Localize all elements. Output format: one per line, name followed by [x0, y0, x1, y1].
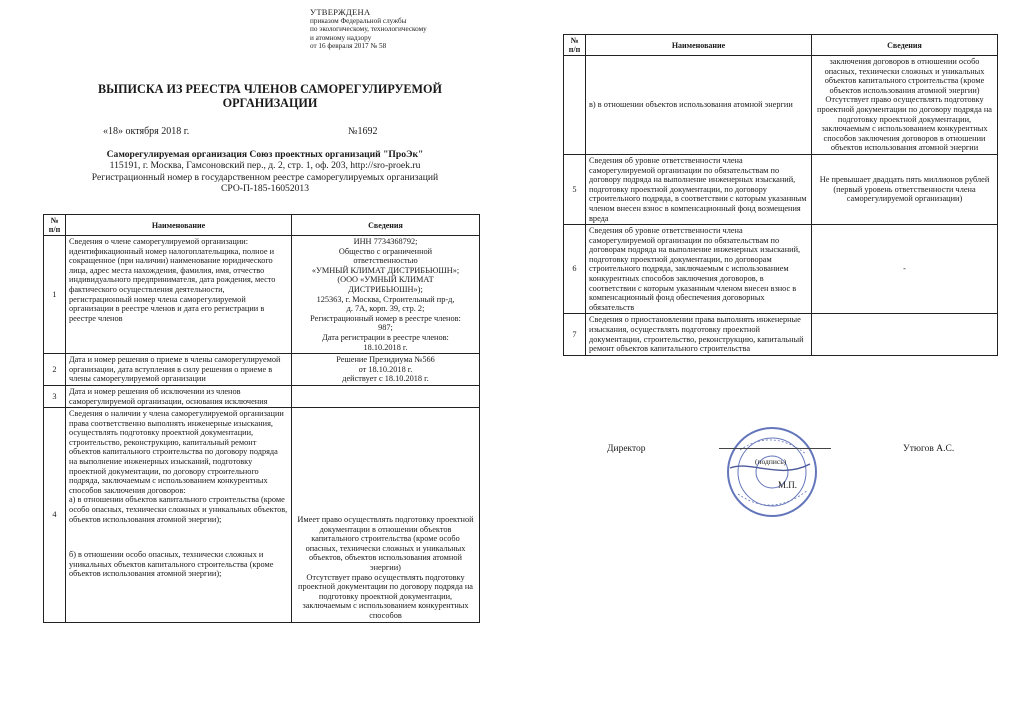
signature-caption: (подпись) — [755, 457, 787, 466]
seal-caption: М.П. — [778, 480, 798, 490]
row-num: 2 — [44, 354, 66, 386]
row-info-b: Отсутствует право осуществлять подготовку проектной документации по договору подряда на подготовку проектной документации, заключаемым с использованием конкурентных способов — [298, 572, 473, 621]
row-info — [292, 385, 480, 407]
row-info — [812, 314, 998, 355]
organization-name: Саморегулируемая организация Союз проектных организаций "ПроЭк" — [106, 149, 424, 160]
row-num: 6 — [564, 225, 586, 314]
table-header-row — [44, 215, 480, 236]
header-name: Наименование — [586, 35, 812, 56]
row-name: Дата и номер решения о приеме в члены саморегулируемой организации, дата вступления в силу решения о приеме в члены саморегулируемой организации — [66, 354, 292, 386]
row-num: 1 — [44, 236, 66, 354]
row-info: заключения договоров в отношении особо опасных, технически сложных и уникальных объектов капитального строительства (кроме объектов использования атомной энергии) Отсутствует право осуществлять подготовку проектной документации по договору подряда на подготовку проектной документации, заключаемым с использованием конкурентных способов заключения договоров в отношении объектов использования атомной энергии — [812, 56, 998, 155]
approval-heading: УТВЕРЖДЕНА — [310, 7, 371, 17]
row-name: Сведения об уровне ответственности члена саморегулируемой организации по обязательствам по договорам подряда на выполнение инженерных изысканий, подготовку проектной документации, по договорам строительного подряда, заключаемым с использованием конкурентных способов заключения договоров, в соответствии с которым указанным членом внесен взнос в компенсационный фонд обеспечения договорных обязательств — [586, 225, 812, 314]
approval-stamp-text — [310, 8, 490, 51]
row-num — [564, 56, 586, 155]
organization-info — [40, 149, 490, 195]
registry-table-continued — [563, 34, 998, 356]
approval-line: и атомному надзору — [310, 33, 372, 42]
row-info: ИНН 7734368792; Общество с ограниченной ответственностью «УМНЫЙ КЛИМАТ ДИСТРИБЬЮШН»; (ООО «УМНЫЙ КЛИМАТ ДИСТРИБЬЮШН»); 125363, г. Москва, Строительный пр-д, д. 7А, корп. 39, стр. 2; Регистрационный номер в реестре членов: 987; Дата регистрации в реестре членов: 18.10.2018 г. — [292, 236, 480, 354]
approval-line: приказом Федеральной службы — [310, 16, 407, 25]
table-row — [564, 56, 998, 155]
document-title: ВЫПИСКА ИЗ РЕЕСТРА ЧЛЕНОВ САМОРЕГУЛИРУЕМОЙ ОРГАНИЗАЦИИ — [97, 82, 443, 110]
header-info: Сведения — [292, 215, 480, 236]
registry-table — [43, 214, 480, 623]
organization-reg-label: Регистрационный номер в государственном реестре саморегулируемых организаций — [91, 171, 439, 183]
row-name: Сведения о члене саморегулируемой организации: идентификационный номер налогоплательщика, полное и сокращенное (при наличии) наименование юридического лица, адрес места нахождения, фамилия, имя, отчество индивидуального предпринимателя, дата рождения, место фактического осуществления деятельности, регистрационный номер члена саморегулируемой организации в реестре членов и дата его регистрации в реестре членов — [66, 236, 292, 354]
row-name — [66, 408, 292, 623]
row-name-sub-a: а) в отношении объектов капитального строительства (кроме особо опасных, технически сложных и уникальных объектов, объектов использования атомной энергии); — [69, 495, 288, 524]
table-row — [44, 385, 480, 407]
row-info: - — [812, 225, 998, 314]
organization-reg-number: СРО-П-185-16052013 — [220, 183, 310, 195]
approval-line: по экологическому, технологическому — [310, 25, 427, 34]
table-row — [44, 236, 480, 354]
document-number: №1692 — [348, 126, 378, 137]
row-name-main: Сведения о наличии у члена саморегулируемой организации права соответственно выполнять инженерные изыскания, осуществлять подготовку проектной документации, строительство, реконструкцию, капитальный ремонт объектов капитального строительства по договору подряда на выполнение инженерных изысканий, подготовку проектной документации, по договору строительного подряда, заключаемым с использованием конкурентных способов заключения договоров: — [69, 409, 284, 495]
organization-address: 115191, г. Москва, Гамсоновский пер., д. 2, стр. 1, оф. 203, http://sro-proek.ru — [109, 160, 421, 172]
row-info: Решение Президиума №566 от 18.10.2018 г. действует с 18.10.2018 г. — [292, 354, 480, 386]
row-num: 7 — [564, 314, 586, 355]
row-name: в) в отношении объектов использования атомной энергии — [586, 56, 812, 155]
header-num: № п/п — [564, 35, 586, 56]
row-name-sub-b: б) в отношении особо опасных, технически сложных и уникальных объектов капитального строительства (кроме объектов использования атомной энергии); — [69, 550, 274, 579]
row-info — [292, 408, 480, 623]
header-info: Сведения — [812, 35, 998, 56]
document-page-1 — [0, 0, 505, 724]
document-page-2 — [515, 0, 1024, 724]
header-num: № п/п — [44, 215, 66, 236]
row-info: Не превышает двадцать пять миллионов рублей (первый уровень ответственности члена саморегулируемой организации) — [812, 154, 998, 224]
approval-line: от 16 февраля 2017 № 58 — [310, 42, 387, 51]
row-name: Сведения об уровне ответственности члена саморегулируемой организации по обязательствам по договору подряда на выполнение инженерных изысканий, подготовку проектной документации, по договору строительного подряда, в соответствии с которым указанным членом внесен взнос в компенсационный фонд возмещения вреда — [586, 154, 812, 224]
signature-line — [719, 448, 831, 449]
row-num: 4 — [44, 408, 66, 623]
table-header-row — [564, 35, 998, 56]
table-row — [564, 314, 998, 355]
document-date: «18» октября 2018 г. — [103, 126, 190, 137]
row-name: Сведения о приостановлении права выполнять инженерные изыскания, осуществлять подготовку проектной документации, строительство, реконструкцию, капитальный ремонт объектов капитального строительства — [586, 314, 812, 355]
table-row — [44, 408, 480, 623]
row-name: Дата и номер решения об исключении из членов саморегулируемой организации, основания исключения — [66, 385, 292, 407]
row-num: 5 — [564, 154, 586, 224]
row-info-a: Имеет право осуществлять подготовку проектной документации в отношении объектов капитального строительства (кроме особо опасных, технически сложных и уникальных объектов, объектов использования атомной энергии) — [297, 515, 474, 573]
director-label: Директор — [607, 444, 646, 454]
table-row — [564, 154, 998, 224]
row-num: 3 — [44, 385, 66, 407]
table-row — [44, 354, 480, 386]
header-name: Наименование — [66, 215, 292, 236]
signer-name: Утюгов А.С. — [903, 444, 955, 454]
organization-seal-stamp — [710, 420, 822, 520]
table-row — [564, 225, 998, 314]
